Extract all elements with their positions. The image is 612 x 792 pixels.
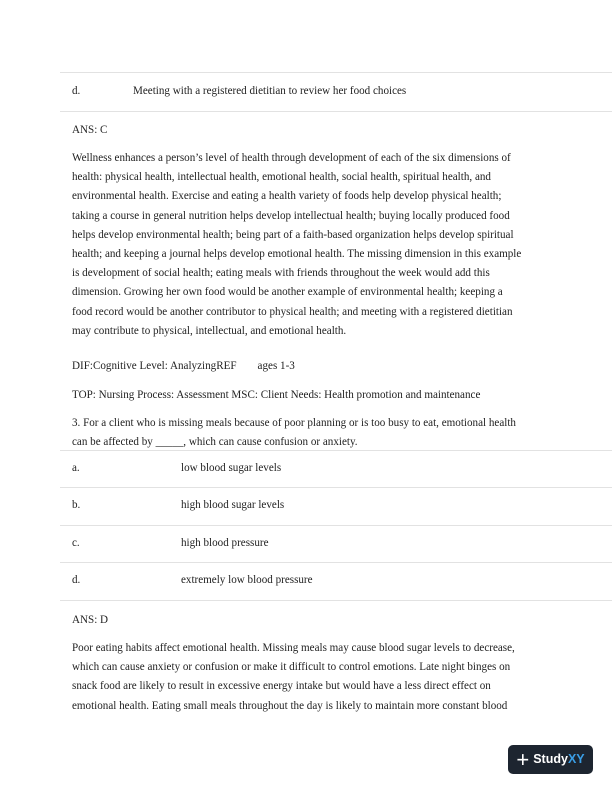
rationale-line: Poor eating habits affect emotional health. Missing meals may cause blood sugar levels to decrease,	[72, 642, 515, 654]
option-letter: d.	[72, 574, 81, 586]
option-letter: d.	[72, 85, 81, 97]
divider-top	[60, 72, 612, 73]
rationale-line: health; and keeping a journal helps develop emotional health. The missing dimension in this example	[72, 248, 522, 261]
divider	[60, 562, 612, 563]
rationale-line: snack food are likely to result in excessive energy intake but would have a less direct effect on	[72, 680, 491, 693]
prev-option-d	[72, 82, 592, 101]
top-line: TOP: Nursing Process: Assessment MSC: Client Needs: Health promotion and maintenance	[72, 389, 481, 401]
divider	[60, 450, 612, 451]
rationale-line: emotional health. Eating small meals throughout the day is likely to maintain more constant blood	[72, 699, 508, 712]
rationale-line: which can cause anxiety or confusion or make it difficult to control emotions. Late night binges on	[72, 661, 511, 674]
option-a	[72, 459, 592, 478]
divider	[60, 600, 612, 601]
rationale-line: environmental health. Exercise and eating a health variety of foods help develop physical health;	[72, 190, 502, 203]
prev-rationale	[72, 149, 542, 341]
rationale-line: is development of social health; eating meals with friends throughout the week would add this	[72, 267, 490, 280]
option-b	[72, 496, 592, 515]
rationale-line: Wellness enhances a person’s level of health through development of each of the six dimensions of	[72, 152, 511, 164]
brand-name: Study	[533, 751, 568, 766]
rationale-3	[72, 639, 542, 716]
rationale-line: food record would be another contributor to physical health; and meeting with a registered dietitian	[72, 305, 513, 318]
option-text: low blood sugar levels	[181, 462, 282, 474]
option-text: extremely low blood pressure	[181, 574, 313, 586]
plus-icon: +	[516, 746, 530, 772]
question-3-stem	[72, 414, 542, 452]
option-d	[72, 571, 592, 590]
option-letter: a.	[72, 462, 80, 474]
option-letter: b.	[72, 499, 81, 511]
divider	[60, 525, 612, 526]
option-text: high blood pressure	[181, 537, 269, 549]
rationale-line: dimension. Growing her own food would be another example of environmental health; keeping a	[72, 286, 503, 299]
studyxy-badge[interactable]	[508, 745, 593, 774]
rationale-line: may contribute to physical, intellectual, and emotional health.	[72, 324, 347, 337]
answer-3: ANS: D	[72, 614, 109, 626]
option-text: Meeting with a registered dietitian to review her food choices	[133, 85, 407, 97]
divider	[60, 487, 612, 488]
stem-line: 3. For a client who is missing meals because of poor planning or is too busy to eat, emotional health	[72, 417, 516, 429]
option-letter: c.	[72, 537, 80, 549]
rationale-line: health: physical health, intellectual health, emotional health, social health, spiritual health, and	[72, 171, 491, 184]
rationale-line: taking a course in general nutrition helps develop intellectual health; buying locally produced food	[72, 209, 510, 222]
stem-line: can be affected by _____, which can cause confusion or anxiety.	[72, 436, 358, 449]
option-c	[72, 534, 592, 553]
brand-accent: XY	[567, 751, 585, 766]
divider	[60, 111, 612, 112]
ref-pages: ages 1-3	[257, 360, 295, 372]
dif-text: DIF:Cognitive Level: AnalyzingREF	[72, 360, 237, 372]
prev-answer: ANS: C	[72, 124, 108, 136]
option-text: high blood sugar levels	[181, 499, 285, 511]
rationale-line: helps develop environmental health; being part of a faith-based organization helps develop spiritual	[72, 228, 514, 241]
dif-line	[72, 357, 542, 376]
